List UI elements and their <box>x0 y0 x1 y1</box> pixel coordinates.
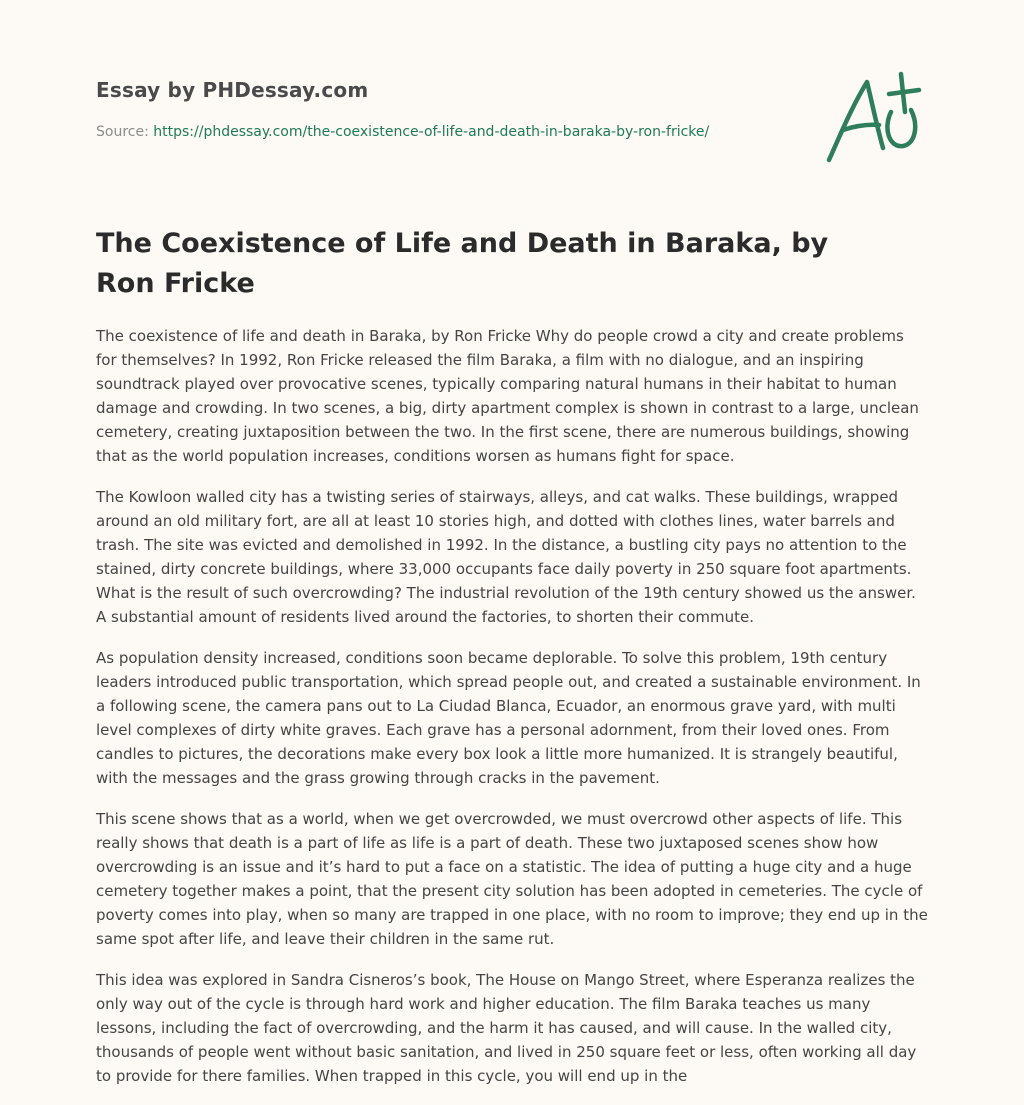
essay-body <box>96 324 928 1105</box>
essay-title: The Coexistence of Life and Death in Baraka, by Ron Fricke <box>96 228 829 299</box>
a-plus-grade-icon <box>821 68 931 168</box>
page-header <box>96 0 928 170</box>
essay-paragraph: This idea was explored in Sandra Cisneros’s book, The House on Mango Street, where Esperanza realizes the only way out of the cycle is through hard work and higher education. The film Baraka teaches us many lessons, including the fact of overcrowding, and the harm it has caused, and will cause. In the walled city, thousands of people went without basic sanitation, and lived in 250 square feet or less, often working all day to provide for there families. When trapped in this cycle, you will end up in the <box>96 971 917 1085</box>
site-brand: Essay by PHDessay.com <box>96 78 369 102</box>
essay-paragraph: This scene shows that as a world, when we get overcrowded, we must overcrowd other aspects of life. This really shows that death is a part of life as life is a part of death. These two juxtaposed scenes show how overcrowding is an issue and it’s hard to put a face on a statistic. The idea of putting a huge city and a huge cemetery together makes a point, that the present city solution has been adopted in cemeteries. The cycle of poverty comes into play, when so many are trapped in one place, with no room to improve; they end up in the same spot after life, and leave their children in the same rut. <box>96 810 928 948</box>
source-link[interactable]: https://phdessay.com/the-coexistence-of-life-and-death-in-baraka-by-ron-fricke/ <box>153 124 710 140</box>
essay-paragraph: The Kowloon walled city has a twisting series of stairways, alleys, and cat walks. These buildings, wrapped around an old military fort, are all at least 10 stories high, and dotted with clothes lines, water barrels and trash. The site was evicted and demolished in 1992. In the distance, a bustling city pays no attention to the stained, dirty concrete buildings, where 33,000 occupants face daily poverty in 250 square foot apartments. What is the result of such overcrowding? The industrial revolution of the 19th century showed us the answer. A substantial amount of residents lived around the factories, to shorten their commute. <box>96 488 916 626</box>
essay-page <box>96 0 928 1085</box>
essay-paragraph: The coexistence of life and death in Baraka, by Ron Fricke Why do people crowd a city and create problems for themselves? In 1992, Ron Fricke released the film Baraka, a film with no dialogue, and an inspiring soundtrack played over provocative scenes, typically comparing natural humans in their habitat to human damage and crowding. In two scenes, a big, dirty apartment complex is shown in contrast to a large, unclean cemetery, creating juxtaposition between the two. In the first scene, there are numerous buildings, showing that as the world population increases, conditions worsen as humans fight for space. <box>96 327 919 465</box>
source-label: Source: <box>96 124 149 140</box>
source-line <box>96 124 709 140</box>
essay-paragraph: As population density increased, conditions soon became deplorable. To solve this problem, 19th century leaders introduced public transportation, which spread people out, and created a sustainable environment. In a following scene, the camera pans out to La Ciudad Blanca, Ecuador, an enormous grave yard, with multi level complexes of dirty white graves. Each grave has a personal adornment, from their loved ones. From candles to pictures, the decorations make every box look a little more humanized. It is strangely beautiful, with the messages and the grass growing through cracks in the pavement. <box>96 649 921 787</box>
